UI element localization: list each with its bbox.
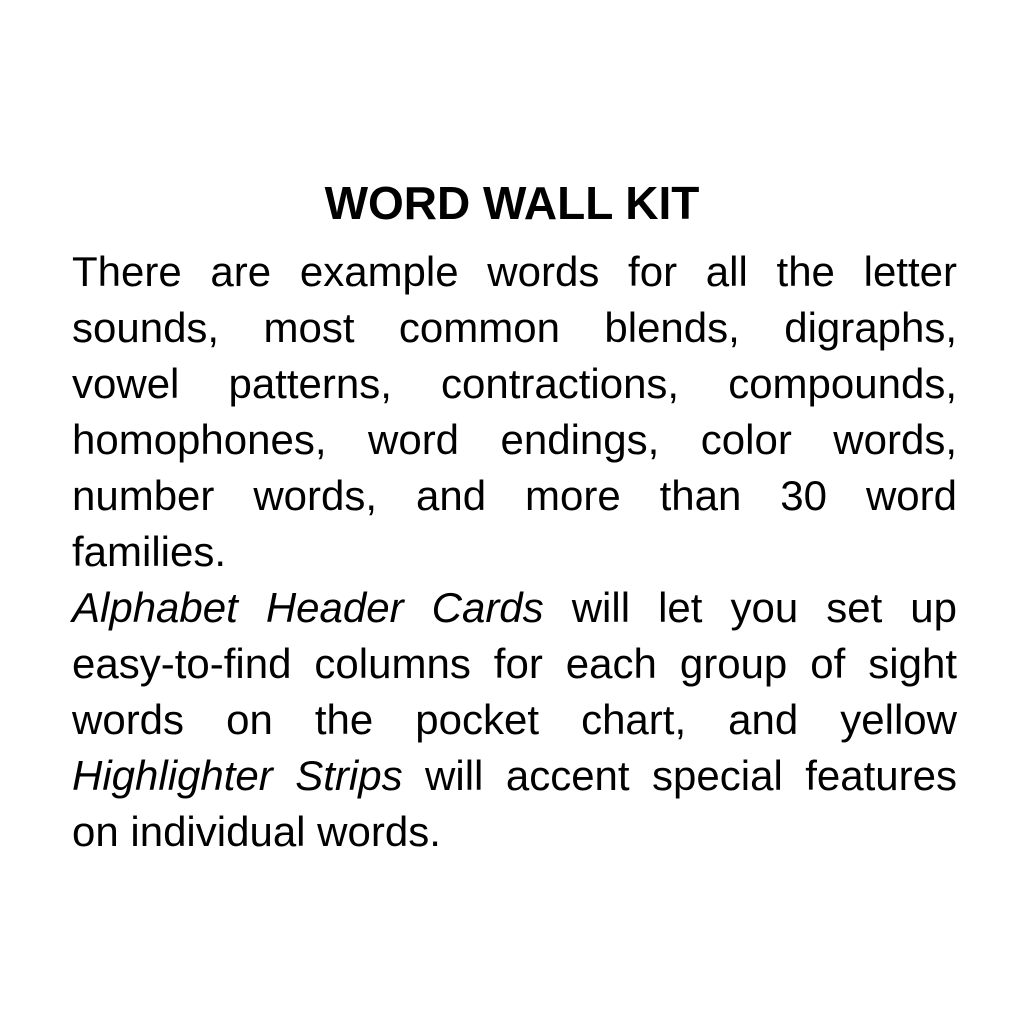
paragraph-2-line: easy-to-find columns for each group of sight [72,640,957,687]
line-text: will accent special features [402,752,957,799]
product-name-highlighter-strips: Highlighter Strips [72,752,403,799]
paragraph-2-line [72,748,957,804]
paragraph-1-line: vowel patterns, contractions, compounds, [72,360,957,407]
paragraph-1-line: number words, and more than 30 word [72,472,957,519]
paragraph-1-line: There are example words for all the letter [72,248,957,295]
paragraph-2-line [72,580,957,636]
paragraph-1-line: homophones, word endings, color words, [72,416,957,463]
document-body [72,244,957,860]
paragraph-2-line: words on the pocket chart, and yellow [72,696,957,743]
document-title: WORD WALL KIT [324,177,700,229]
paragraph-1-line: families. [72,528,227,575]
paragraph-1-line: sounds, most common blends, digraphs, [72,304,957,351]
paragraph-2-line: on individual words. [72,808,441,855]
line-text: will let you set up [543,584,957,631]
product-name-alphabet-header-cards: Alphabet Header Cards [72,584,544,631]
